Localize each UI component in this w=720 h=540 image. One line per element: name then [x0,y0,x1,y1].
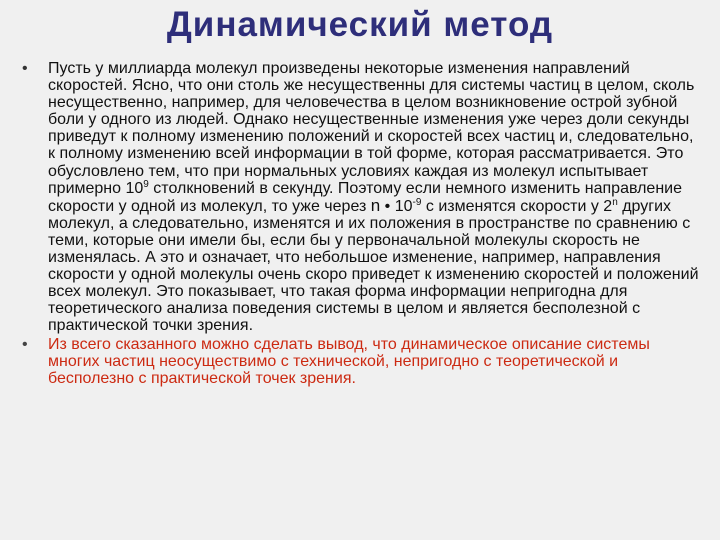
exponent-n: n [612,196,618,208]
explanation-text-part-2: столкновений в секунду. Поэтому если немного изменить направление скорости у одной из молекул, то уже через [48,179,682,215]
bullet-marker: • [22,335,28,353]
exponent-minus-9: -9 [412,196,422,208]
slide-title: Динамический метод [166,5,554,44]
explanation-text-part-1: Пусть у миллиарда молекул произведены некоторые изменения направлений скоростей. Ясно, что они столь же несущественны для системы частиц в целом, сколь несущественно, например, для человечества в целом возникновение острой зубной боли у одного из людей. Однако несущественные изменения уже через доли секунды приведут к полному изменению положений и скоростей всех частиц и, следовательно, к полному изменению всей информации в той форме, которая рассматривается. Это обусловлено тем, что при нормальных условиях каждая из молекул испытывает примерно 10 [48,60,695,197]
bullet-item-conclusion [22,336,702,387]
explanation-text-part-3: • 10 [380,197,413,215]
exponent-9: 9 [143,178,149,190]
variable-n: n [370,195,381,215]
conclusion-text: Из всего сказанного можно сделать вывод, что динамическое описание системы многих частиц неосуществимо с технической, непригодно с теоретической и бесполезно с практической точек зрения. [48,335,650,387]
explanation-text-part-4: с изменятся скорости у 2 [421,197,613,215]
bullet-list [22,60,702,387]
explanation-text-part-5: других молекул, а следовательно, изменятся и их положения в пространстве по сравнению с теми, которые они имели бы, если бы у первоначальной молекулы скорость не изменялась. А это и означает, что небольшое изменение, например, направления скорости у одной молекулы очень скоро приведет к изменению скоростей и положений всех молекул. Это показывает, что такая форма информации непригодна для теоретического анализа поведения системы в целом и является бесполезной с практической точки зрения. [48,197,699,335]
bullet-marker: • [22,60,28,77]
bullet-item-explanation [22,60,702,335]
